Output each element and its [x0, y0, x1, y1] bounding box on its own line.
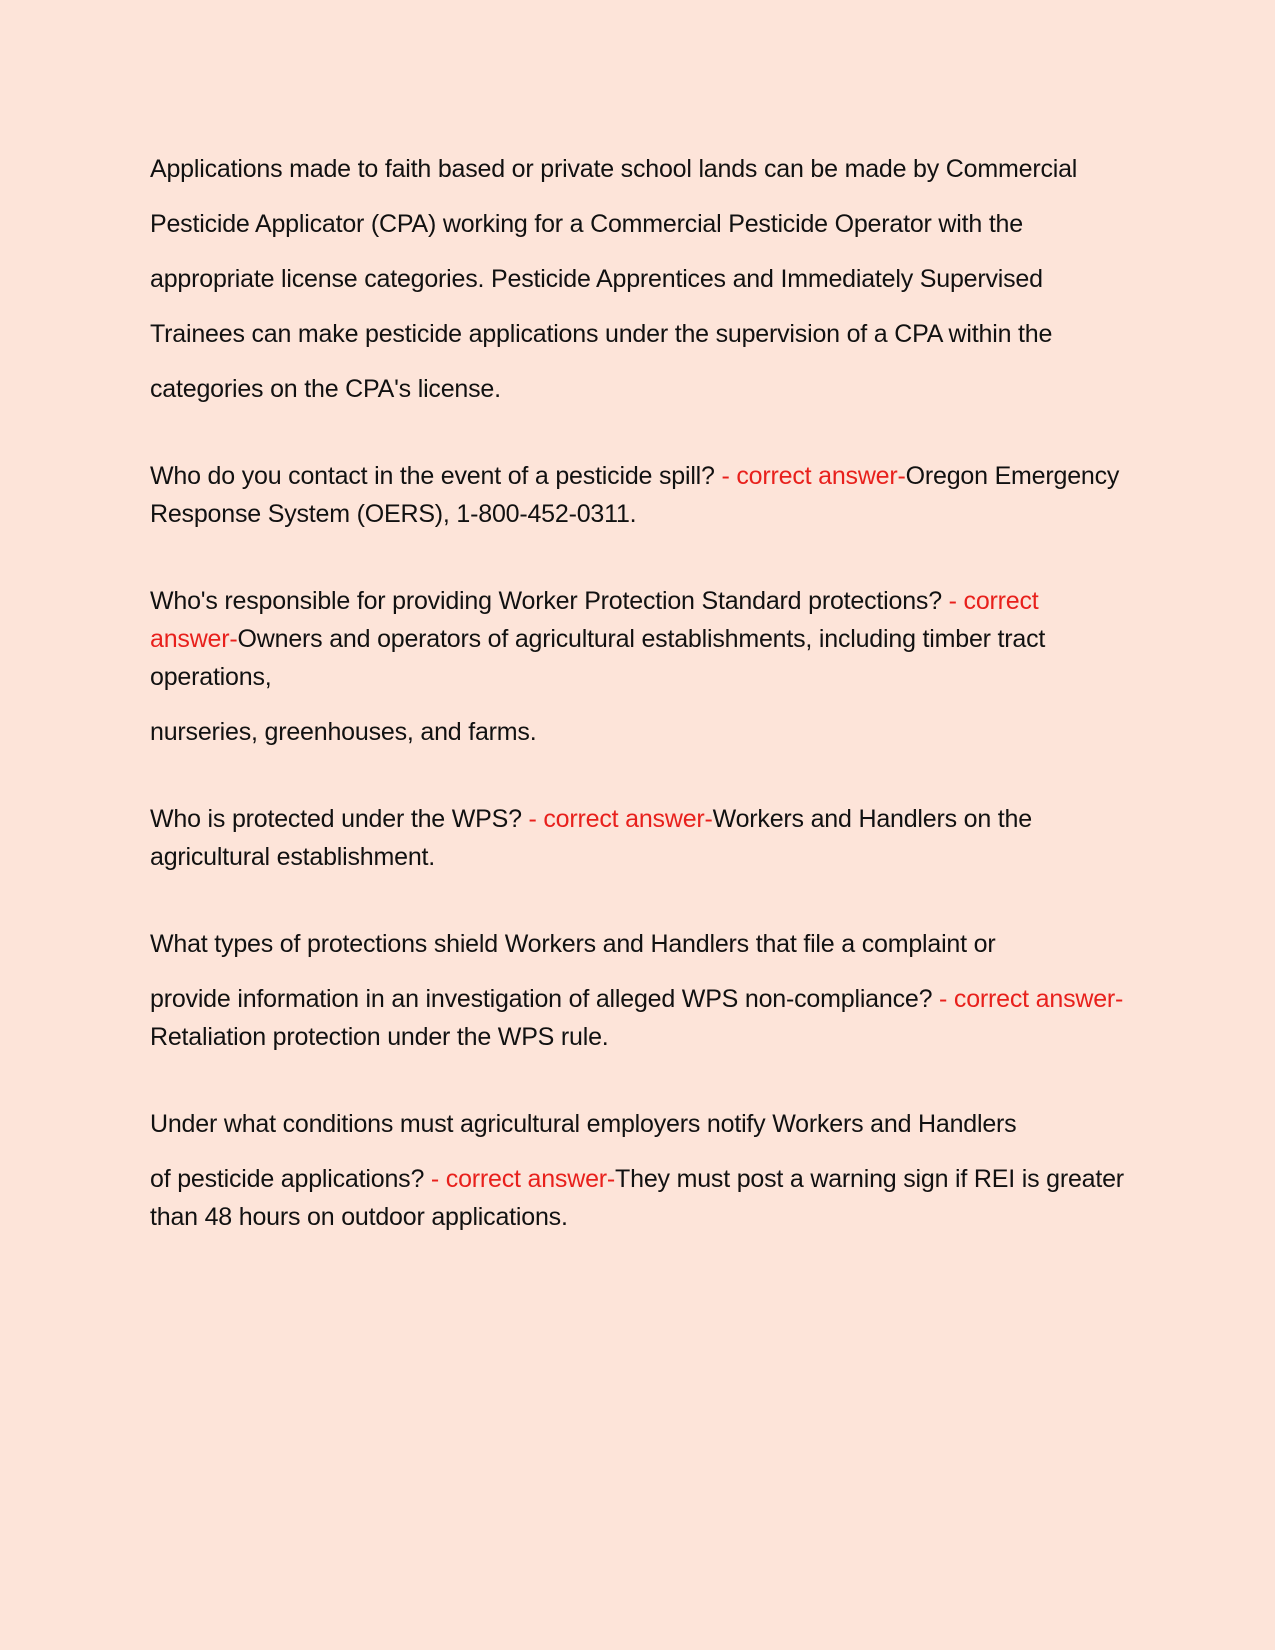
answer-text: Owners and operators of agricultural establishments, including timber tract operations, [150, 625, 1046, 691]
qa-block-wps-protected [150, 800, 1125, 876]
answer-marker: - correct answer- [150, 587, 1039, 653]
qa-block-spill [150, 457, 1125, 533]
question-text: of pesticide applications? [150, 1165, 431, 1193]
intro-line: Pesticide Applicator (CPA) working for a Commercial Pesticide Operator with the [150, 210, 1023, 238]
answer-text: Retaliation protection under the WPS rule. [150, 1023, 609, 1051]
answer-continuation: nurseries, greenhouses, and farms. [150, 718, 537, 746]
qa-paragraph [150, 582, 1125, 696]
answer-marker: - correct answer- [528, 805, 713, 833]
qa-block-wps-responsibility [150, 582, 1125, 751]
question-line: Under what conditions must agricultural employers notify Workers and Handlers [150, 1110, 1017, 1138]
answer-marker: - correct answer- [721, 462, 906, 490]
qa-paragraph [150, 800, 1125, 876]
answer-text: They must post a warning sign if REI is greater than 48 hours on outdoor applications. [150, 1165, 1124, 1231]
answer-text: Workers and Handlers on the agricultural establishment. [150, 805, 1032, 871]
qa-block-retaliation [150, 925, 1125, 1056]
question-text: Who is protected under the WPS? [150, 805, 529, 833]
answer-marker: - correct answer- [939, 985, 1124, 1013]
qa-paragraph [150, 980, 1125, 1056]
question-text: Who's responsible for providing Worker Protection Standard protections? [150, 587, 949, 615]
qa-paragraph [150, 1160, 1125, 1236]
intro-line: Applications made to faith based or private school lands can be made by Commercial [150, 155, 1078, 183]
intro-line: appropriate license categories. Pesticide Apprentices and Immediately Supervised [150, 265, 1043, 293]
answer-text: Oregon Emergency Response System (OERS), 1-800-452-0311. [150, 462, 1120, 528]
question-text: provide information in an investigation of alleged WPS non-compliance? [150, 985, 940, 1013]
answer-marker: - correct answer- [430, 1165, 616, 1193]
intro-line: categories on the CPA's license. [150, 375, 501, 403]
question-line: What types of protections shield Workers and Handlers that file a complaint or [150, 930, 996, 958]
document-content [150, 150, 1125, 1253]
qa-paragraph [150, 457, 1125, 533]
intro-line: Trainees can make pesticide applications under the supervision of a CPA within the [150, 320, 1053, 348]
question-text: Who do you contact in the event of a pesticide spill? [150, 462, 722, 490]
intro-block [150, 150, 1125, 408]
qa-block-notification [150, 1105, 1125, 1236]
